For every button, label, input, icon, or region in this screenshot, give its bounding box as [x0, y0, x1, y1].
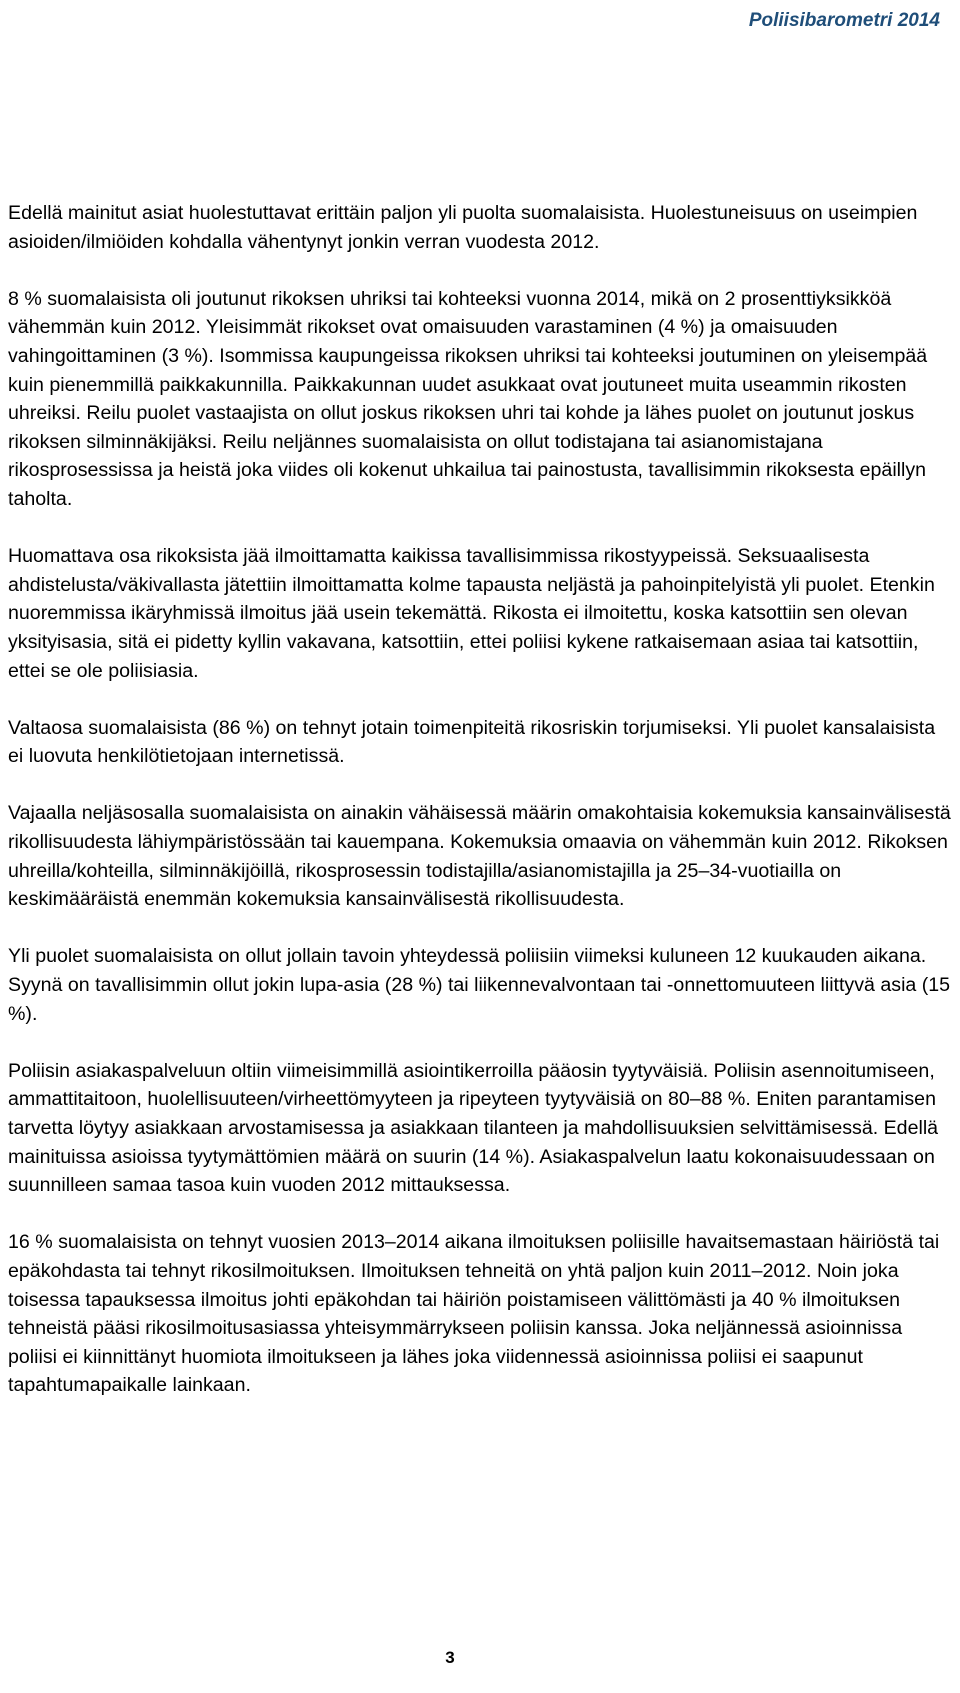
paragraph-concerns: Edellä mainitut asiat huolestuttavat erittäin paljon yli puolta suomalaisista. Huolestuneisuus on useimpien asioiden/ilmiöiden kohdalla vähentynyt jonkin verran vuodesta 2012.: [8, 202, 918, 253]
paragraph-international-crime: Vajaalla neljäsosalla suomalaisista on ainakin vähäisessä määrin omakohtaisia kokemuksia kansainvälisestä rikollisuudesta lähiympäristössään tai kauempana. Kokemuksia omaavia on vähemmän kuin 2012. Rikoksen uhreilla/kohteilla, silminnäkijöillä, rikosprosessin todistajilla/asianomistajilla ja 25–34-vuotiailla on keskimääräistä enemmän kokemuksia kansainvälisestä rikollisuudesta.: [8, 802, 951, 911]
document-body: [8, 199, 952, 1429]
paragraph-unreported-crimes: Huomattava osa rikoksista jää ilmoittamatta kaikissa tavallisimmissa rikostyypeissä. Seksuaalisesta ahdistelusta/väkivallasta jätettiin ilmoittamatta kolme tapausta neljästä ja pahoinpitelyistä yli puolet. Etenkin nuoremmissa ikäryhmissä ilmoitus jää usein tekemättä. Rikosta ei ilmoitettu, koska katsottiin sen olevan yksityisasia, sitä ei pidetty kyllin vakavana, katsottiin, ettei poliisi kykene ratkaisemaan asiaa tai katsottiin, ettei se ole poliisiasia.: [8, 545, 935, 682]
paragraph-crime-victims: 8 % suomalaisista oli joutunut rikoksen uhriksi tai kohteeksi vuonna 2014, mikä on 2 prosenttiyksikköä vähemmän kuin 2012. Yleisimmät rikokset ovat omaisuuden varastaminen (4 %) ja omaisuuden vahingoittaminen (3 %). Isommissa kaupungeissa rikoksen uhriksi tai kohteeksi joutuminen on yleisempää kuin pienemmillä paikkakunnilla. Paikkakunnan uudet asukkaat ovat joutuneet muita useammin rikosten uhreiksi. Reilu puolet vastaajista on ollut joskus rikoksen uhri tai kohde ja lähes puolet on joutunut joskus rikoksen silminnäkijäksi. Reilu neljännes suomalaisista on ollut todistajana tai asianomistajana rikosprosessissa ja heistä joka viides oli kokenut uhkailua tai painostusta, tavallisimmin rikoksesta epäillyn taholta.: [8, 287, 928, 510]
paragraph-reports-to-police: 16 % suomalaisista on tehnyt vuosien 2013–2014 aikana ilmoituksen poliisille havaitsemastaan häiriöstä tai epäkohdasta tai tehnyt rikosilmoituksen. Ilmoituksen tehneitä on yhtä paljon kuin 2011–2012. Noin joka toisessa tapauksessa ilmoitus johti epäkohdan tai häiriön poistamiseen välittömästi ja 40 % ilmoituksen tehneistä pääsi rikosilmoitusasiassa yhteisymmärrykseen poliisin kanssa. Joka neljännessä asioinnissa poliisi ei kiinnittänyt huomiota ilmoitukseen ja lähes joka viidennessä asioinnissa poliisi ei saapunut tapahtumapaikalle lainkaan.: [8, 1231, 940, 1397]
paragraph-police-contact: Yli puolet suomalaisista on ollut jollain tavoin yhteydessä poliisiin viimeksi kuluneen 12 kuukauden aikana. Syynä on tavallisimmin ollut jokin lupa-asia (28 %) tai liikennevalvontaan tai -onnettomuuteen liittyvä asia (15 %).: [8, 945, 951, 1025]
paragraph-crime-prevention: Valtaosa suomalaisista (86 %) on tehnyt jotain toimenpiteitä rikosriskin torjumiseksi. Yli puolet kansalaisista ei luovuta henkilötietojaan internetissä.: [8, 716, 936, 768]
paragraph-customer-service: Poliisin asiakaspalveluun oltiin viimeisimmillä asiointikerroilla pääosin tyytyväisiä. Poliisin asennoitumiseen, ammattitaitoon, huolellisuuteen/virheettömyyteen ja ripeyteen tyytyväisiä on 80–88 %. Eniten parantamisen tarvetta löytyy asiakkaan arvostamisessa ja asiakkaan tilanteen ja mahdollisuuksien selvittämisessä. Edellä mainituissa asioissa tyytymättömien määrä on suurin (14 %). Asiakaspalvelun laatu kokonaisuudessaan on suunnilleen samaa tasoa kuin vuoden 2012 mittauksessa.: [8, 1059, 939, 1197]
page-number: 3: [445, 1648, 455, 1667]
running-header-title: Poliisibarometri 2014: [748, 10, 940, 31]
